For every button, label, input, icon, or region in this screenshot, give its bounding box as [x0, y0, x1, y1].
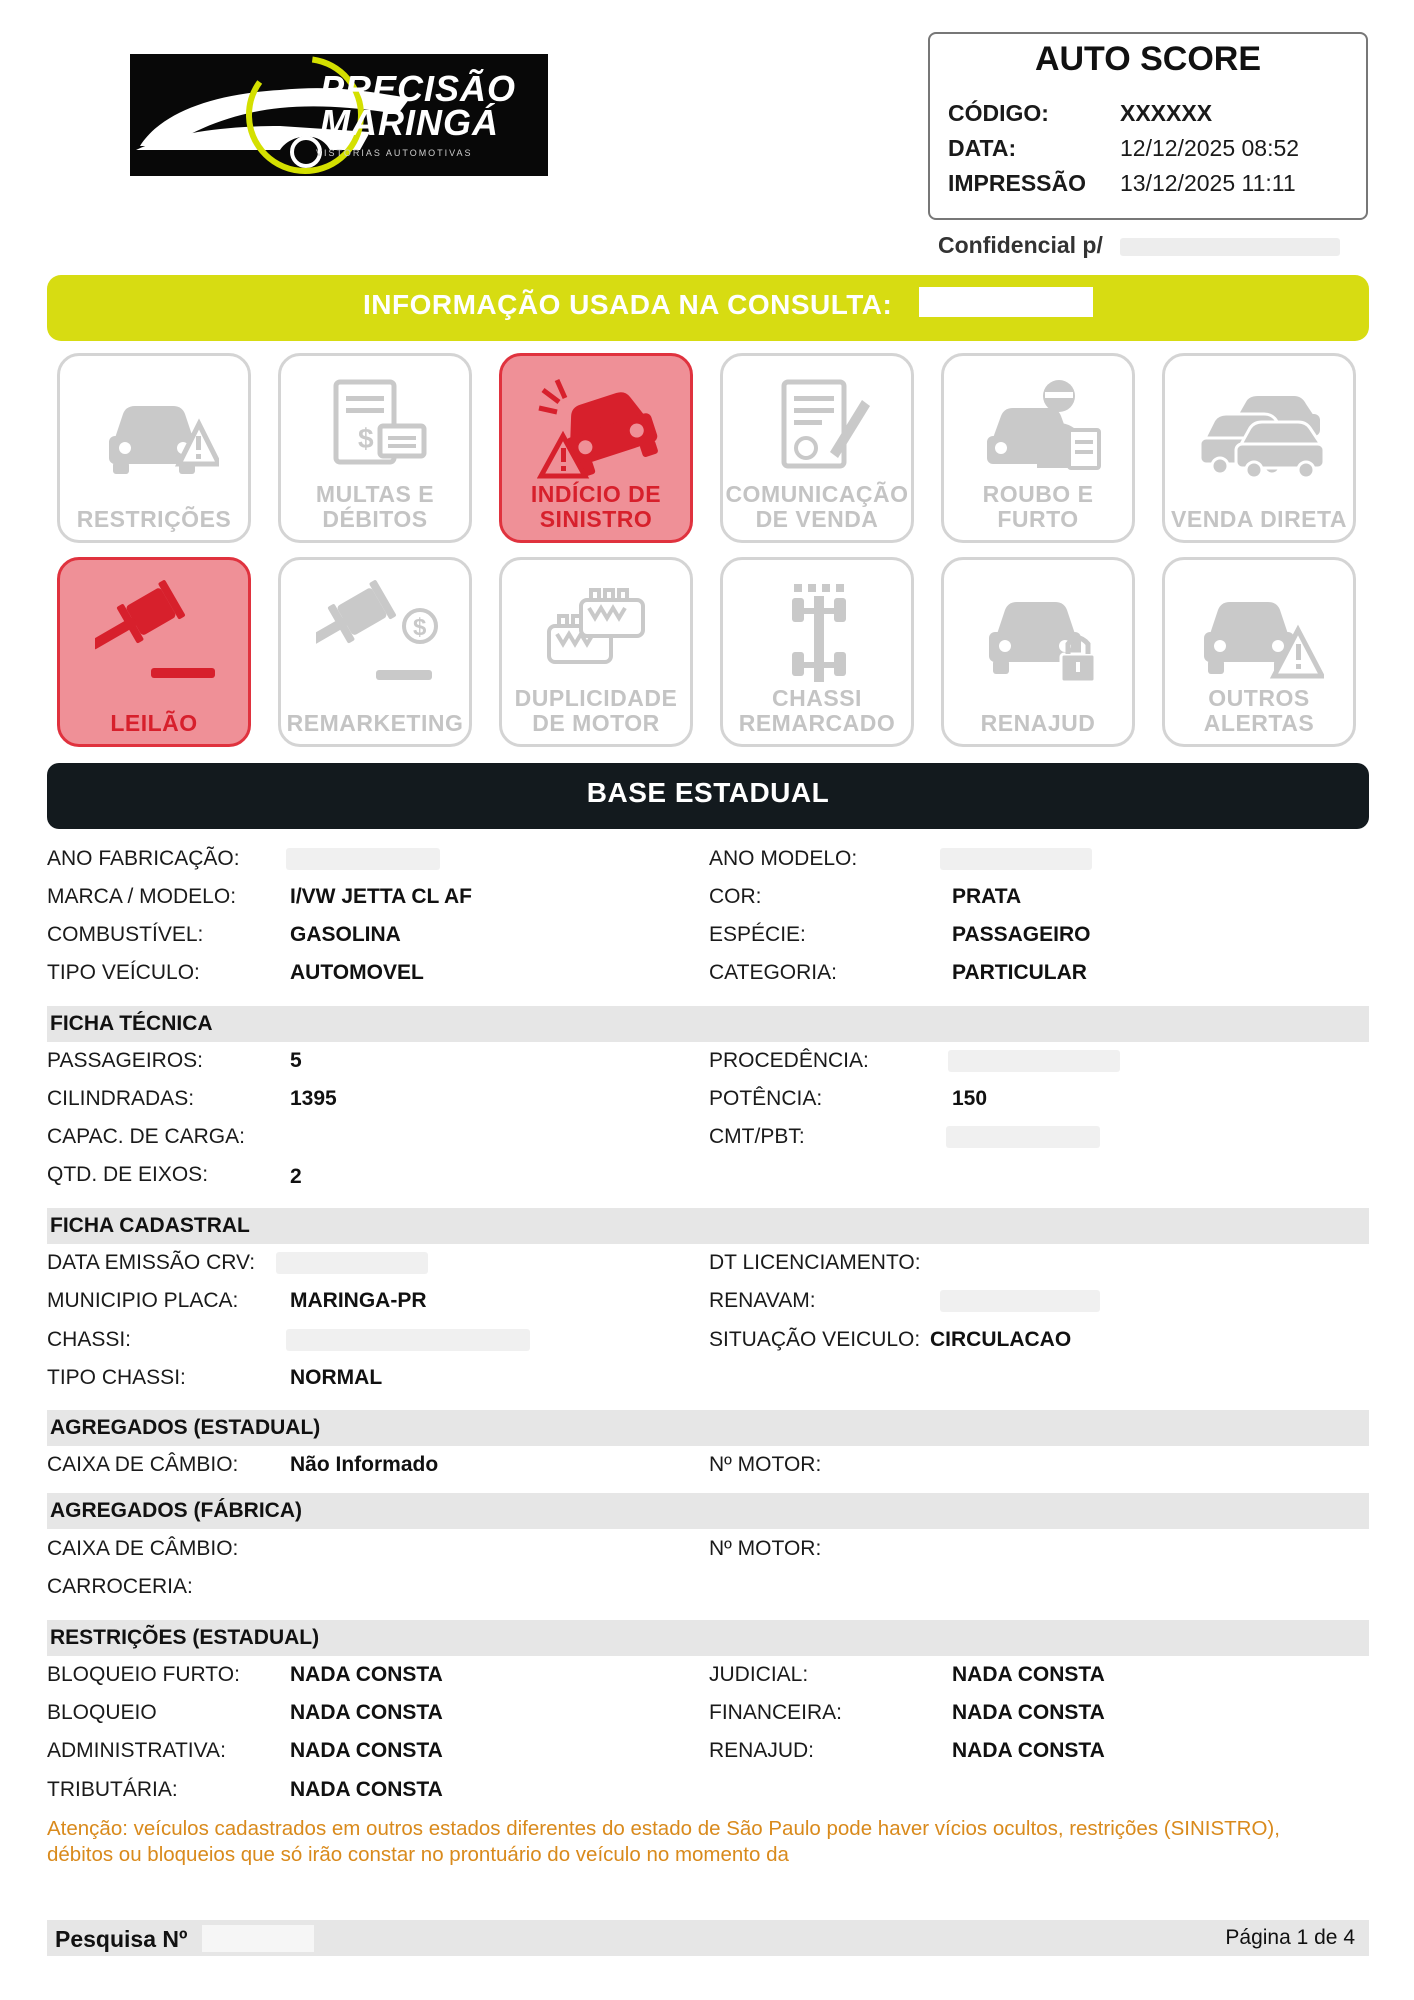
qtd-eixos-value: 2: [290, 1165, 302, 1188]
passageiros-value: 5: [290, 1049, 302, 1072]
carroceria-label: CARROCERIA:: [47, 1575, 193, 1598]
redacted-chassi: [286, 1329, 530, 1351]
pesquisa-label: Pesquisa Nº: [55, 1926, 188, 1952]
logo-tagline: VISTORIAS AUTOMOTIVAS: [316, 148, 473, 158]
procedencia-label: PROCEDÊNCIA:: [709, 1049, 869, 1072]
data-label: DATA:: [948, 135, 1017, 161]
agregados-estadual-header: AGREGADOS (ESTADUAL): [47, 1410, 1369, 1446]
chassi-label: CHASSI:: [47, 1328, 132, 1351]
tile-label: DUPLICIDADE DE MOTOR: [514, 685, 678, 736]
page-indicator: Página 1 de 4: [1225, 1926, 1355, 1949]
agregados-fabrica-header: AGREGADOS (FÁBRICA): [47, 1493, 1369, 1529]
caixa-cambio-estadual-value: Não Informado: [290, 1453, 439, 1476]
tile-roubo-e[interactable]: [941, 353, 1135, 543]
svg-text:$: $: [413, 614, 427, 641]
tile-label: OUTROS ALERTAS: [1203, 685, 1315, 736]
redacted-consulta: [919, 287, 1093, 317]
tile-multas-e[interactable]: [278, 353, 472, 543]
bloqueio-label: BLOQUEIO: [47, 1701, 157, 1724]
codigo-value: XXXXXX: [1120, 100, 1213, 126]
document-sign-icon: [758, 376, 882, 486]
engine-icon: [537, 580, 661, 690]
tile-comunicacao[interactable]: [720, 353, 914, 543]
tile-label: COMUNICAÇÃO DE VENDA: [725, 481, 909, 532]
bloqueio-furto-label: BLOQUEIO FURTO:: [47, 1663, 240, 1686]
administrativa-label: ADMINISTRATIVA:: [47, 1739, 226, 1762]
tributaria-label: TRIBUTÁRIA:: [47, 1778, 178, 1801]
tile-label: INDÍCIO DE SINISTRO: [530, 481, 662, 532]
cmt-pbt-label: CMT/PBT:: [709, 1125, 805, 1148]
tile-indicio-de[interactable]: [499, 353, 693, 543]
tile-chassi[interactable]: [720, 557, 914, 747]
motor-fabrica-label: Nº MOTOR:: [709, 1537, 822, 1560]
redacted-data-emissao: [276, 1252, 428, 1274]
redacted-ano-modelo: [940, 848, 1092, 870]
cor-value: PRATA: [952, 885, 1022, 908]
marca-modelo-label: MARCA / MODELO:: [47, 885, 237, 908]
tile-restricoes[interactable]: [57, 353, 251, 543]
potencia-value: 150: [952, 1087, 988, 1110]
renajud-value: NADA CONSTA: [952, 1739, 1105, 1762]
footer-bar: [47, 1920, 1369, 1956]
especie-value: PASSAGEIRO: [952, 923, 1091, 946]
attention-notice: Atenção: veículos cadastrados em outros estados diferentes do estado de São Paulo pode haver vícios ocultos, restrições (SINISTRO), débitos ou bloqueios que só irão constar no prontuário do veículo no momento da: [47, 1817, 1280, 1866]
consulta-banner-text: INFORMAÇÃO USADA NA CONSULTA:: [363, 289, 893, 320]
tipo-chassi-value: NORMAL: [290, 1366, 383, 1389]
gavel-money-icon: [316, 580, 440, 690]
tile-label: RESTRIÇÕES: [76, 506, 232, 532]
auto-score-box: [928, 32, 1368, 220]
tile-label: CHASSI REMARCADO: [738, 685, 896, 736]
combustivel-label: COMBUSTÍVEL:: [47, 923, 204, 946]
tile-leilao[interactable]: [57, 557, 251, 747]
tile-duplicidade[interactable]: [499, 557, 693, 747]
redacted-procedencia: [948, 1050, 1120, 1072]
passageiros-label: PASSAGEIROS:: [47, 1049, 203, 1072]
qtd-eixos-label: QTD. DE EIXOS:: [47, 1163, 209, 1186]
consulta-banner: [47, 275, 1369, 341]
renajud-label: RENAJUD:: [709, 1739, 815, 1762]
impressao-value: 13/12/2025 11:11: [1120, 170, 1296, 196]
redacted-ano-fabricacao: [286, 848, 440, 870]
logo-wordmark: PRECISÃO MARINGÁ: [320, 68, 517, 143]
ano-fabricacao-label: ANO FABRICAÇÃO:: [47, 847, 240, 870]
municipio-placa-value: MARINGA-PR: [290, 1289, 427, 1312]
tributaria-value: NADA CONSTA: [290, 1778, 443, 1801]
motor-estadual-label: Nº MOTOR:: [709, 1453, 822, 1476]
svg-text:$: $: [358, 423, 374, 454]
car-warning-icon: [95, 376, 219, 486]
redacted-renavam: [940, 1290, 1100, 1312]
tile-renajud[interactable]: [941, 557, 1135, 747]
cor-label: COR:: [709, 885, 762, 908]
tipo-veiculo-value: AUTOMOVEL: [290, 961, 424, 984]
company-logo: [130, 54, 548, 176]
gavel-icon: [95, 580, 219, 690]
categoria-value: PARTICULAR: [952, 961, 1087, 984]
confidencial-label: Confidencial p/: [938, 232, 1103, 258]
financeira-label: FINANCEIRA:: [709, 1701, 843, 1724]
financeira-value: NADA CONSTA: [952, 1701, 1105, 1724]
car-thief-icon: [979, 376, 1103, 486]
municipio-placa-label: MUNICIPIO PLACA:: [47, 1289, 239, 1312]
redacted-pesquisa: [202, 1925, 314, 1952]
data-value: 12/12/2025 08:52: [1120, 135, 1300, 161]
renavam-label: RENAVAM:: [709, 1289, 816, 1312]
car-alert-icon: [1200, 580, 1324, 690]
tipo-chassi-label: TIPO CHASSI:: [47, 1366, 186, 1389]
auto-score-title: AUTO SCORE: [1034, 40, 1262, 78]
judicial-value: NADA CONSTA: [952, 1663, 1105, 1686]
tile-outros[interactable]: [1162, 557, 1356, 747]
tile-label: MULTAS E DÉBITOS: [315, 481, 435, 532]
tile-venda-direta[interactable]: [1162, 353, 1356, 543]
judicial-label: JUDICIAL:: [709, 1663, 809, 1686]
tile-label: LEILÃO: [110, 710, 198, 736]
car-lock-icon: [979, 580, 1103, 690]
redacted-cmt-pbt: [946, 1126, 1100, 1148]
tile-label: REMARKETING: [286, 710, 464, 736]
cars-icon: [1200, 376, 1324, 486]
ano-modelo-label: ANO MODELO:: [709, 847, 858, 870]
caixa-cambio-estadual-label: CAIXA DE CÂMBIO:: [47, 1453, 239, 1476]
tile-label: VENDA DIRETA: [1171, 506, 1347, 532]
codigo-label: CÓDIGO:: [948, 100, 1049, 126]
caixa-cambio-fabrica-label: CAIXA DE CÂMBIO:: [47, 1537, 239, 1560]
impressao-label: IMPRESSÃO: [948, 170, 1087, 196]
base-estadual-header: BASE ESTADUAL: [47, 763, 1369, 829]
situacao-value: CIRCULACAO: [930, 1328, 1072, 1351]
ficha-cadastral-header: FICHA CADASTRAL: [47, 1208, 1369, 1244]
categoria-label: CATEGORIA:: [709, 961, 837, 984]
ficha-tecnica-header: FICHA TÉCNICA: [47, 1006, 1369, 1042]
chassis-icon: [758, 580, 882, 690]
combustivel-value: GASOLINA: [290, 923, 401, 946]
tipo-veiculo-label: TIPO VEÍCULO:: [47, 961, 200, 984]
car-crash-icon: [537, 376, 661, 486]
tile-label: RENAJUD: [980, 710, 1096, 736]
restricoes-header: RESTRIÇÕES (ESTADUAL): [47, 1620, 1369, 1656]
redacted-confidencial: [1120, 238, 1340, 256]
data-emissao-label: DATA EMISSÃO CRV:: [47, 1251, 256, 1274]
tile-remarketing[interactable]: [278, 557, 472, 747]
marca-modelo-value: I/VW JETTA CL AF: [290, 885, 472, 908]
especie-label: ESPÉCIE:: [709, 923, 806, 946]
administrativa-value: NADA CONSTA: [290, 1739, 443, 1762]
cilindradas-value: 1395: [290, 1087, 337, 1110]
bloqueio-value: NADA CONSTA: [290, 1701, 443, 1724]
situacao-label: SITUAÇÃO VEICULO:: [709, 1328, 921, 1351]
capac-carga-label: CAPAC. DE CARGA:: [47, 1125, 245, 1148]
bloqueio-furto-value: NADA CONSTA: [290, 1663, 443, 1686]
cilindradas-label: CILINDRADAS:: [47, 1087, 195, 1110]
invoice-icon: [316, 376, 440, 486]
dt-licenciamento-label: DT LICENCIAMENTO:: [709, 1251, 921, 1274]
tile-label: ROUBO E FURTO: [982, 481, 1094, 532]
potencia-label: POTÊNCIA:: [709, 1087, 823, 1110]
